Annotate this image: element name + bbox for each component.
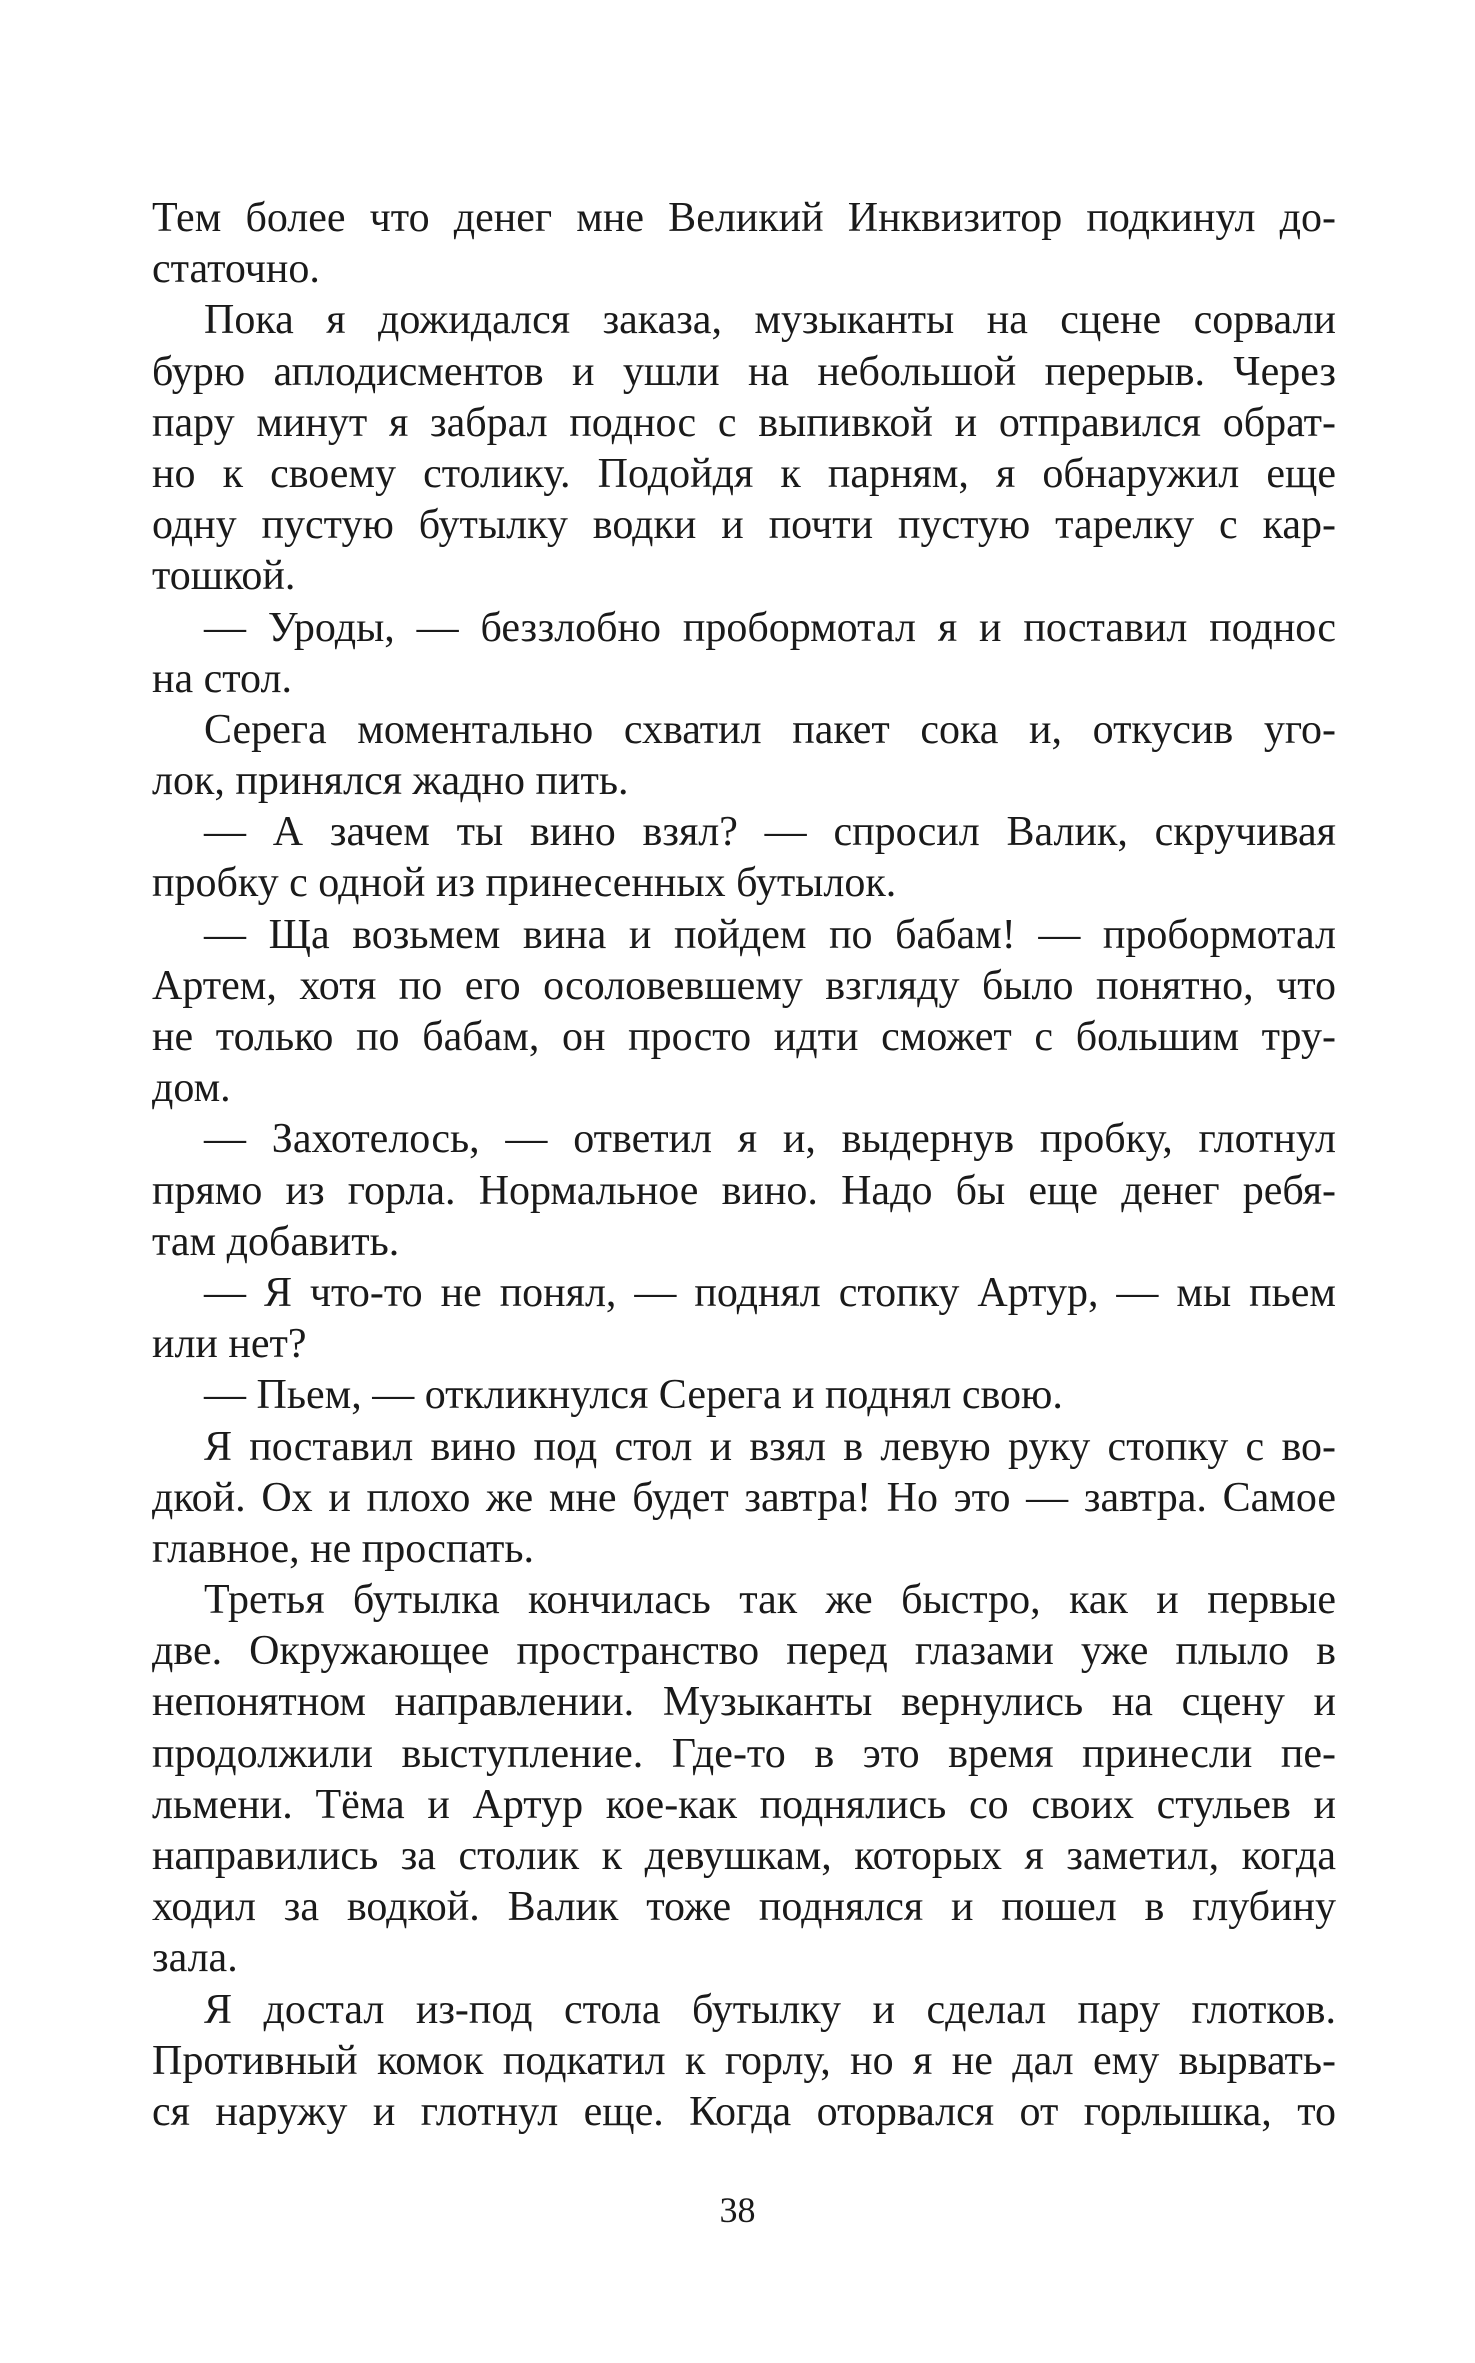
text-line: или нет? <box>152 1321 307 1368</box>
text-line: дом. <box>152 1065 231 1112</box>
text-line: пробку с одной из принесенных бутылок. <box>152 860 897 907</box>
text-line: Я поставил вино под стол и взял в левую руку стопку с во- <box>204 1423 1336 1470</box>
text-line: продолжили выступление. Где-то в это время принесли пе- <box>152 1730 1336 1777</box>
text-line: пару минут я забрал поднос с выпивкой и отправился обрат- <box>152 399 1336 446</box>
text-line: но к своему столику. Подойдя к парням, я обнаружил еще <box>152 450 1336 497</box>
text-line: бурю аплодисментов и ушли на небольшой перерыв. Через <box>152 348 1336 395</box>
text-line: Тем более что денег мне Великий Инквизитор подкинул до- <box>152 195 1336 241</box>
text-line: Я достал из-под стола бутылку и сделал пару глотков. <box>204 1986 1336 2033</box>
text-line: на стол. <box>152 655 292 702</box>
text-line: ся наружу и глотнул еще. Когда оторвался от горлышка, то <box>152 2088 1336 2135</box>
text-line: лок, принялся жадно пить. <box>152 758 629 805</box>
text-line: две. Окружающее пространство перед глазами уже плыло в <box>152 1628 1336 1675</box>
text-line: — Захотелось, — ответил я и, выдернув пробку, глотнул <box>204 1116 1336 1163</box>
text-line: дкой. Ох и плохо же мне будет завтра! Но это — завтра. Самое <box>152 1474 1336 1521</box>
text-line: зала. <box>152 1935 238 1982</box>
text-line: Противный комок подкатил к горлу, но я не дал ему вырвать- <box>152 2037 1336 2084</box>
text-line: одну пустую бутылку водки и почти пустую тарелку с кар- <box>152 502 1336 549</box>
text-line: тошкой. <box>152 553 296 600</box>
text-line: Пока я дожидался заказа, музыканты на сцене сорвали <box>204 297 1336 344</box>
text-line: прямо из горла. Нормальное вино. Надо бы еще денег ребя- <box>152 1167 1336 1214</box>
text-line: Третья бутылка кончилась так же быстро, как и первые <box>204 1577 1336 1624</box>
text-line: Серега моментально схватил пакет сока и, откусив уго- <box>204 706 1336 753</box>
text-line: — Ща возьмем вина и пойдем по бабам! — пробормотал <box>204 911 1336 958</box>
page-number: 38 <box>719 2190 756 2230</box>
text-line: там добавить. <box>152 1218 400 1265</box>
text-line: направились за столик к девушкам, которых я заметил, когда <box>152 1833 1336 1879</box>
text-line: — Пьем, — откликнулся Серега и поднял свою. <box>204 1372 1063 1419</box>
text-line: — А зачем ты вино взял? — спросил Валик, скручивая <box>204 809 1336 856</box>
text-line: — Уроды, — беззлобно пробормотал я и поставил поднос <box>204 604 1336 651</box>
body-text <box>152 193 1336 2138</box>
text-line: льмени. Тёма и Артур кое-как поднялись со своих стульев и <box>152 1781 1336 1828</box>
text-line: ходил за водкой. Валик тоже поднялся и пошел в глубину <box>152 1884 1336 1931</box>
text-line: главное, не проспать. <box>152 1525 534 1572</box>
text-line: не только по бабам, он просто идти сможет с большим тру- <box>152 1014 1336 1060</box>
text-line: Артем, хотя по его осоловевшему взгляду было понятно, что <box>152 962 1336 1009</box>
text-line: непонятном направлении. Музыканты вернулись на сцену и <box>152 1679 1336 1726</box>
text-line: — Я что-то не понял, — поднял стопку Артур, — мы пьем <box>204 1269 1336 1316</box>
text-line: статочно. <box>152 246 320 293</box>
